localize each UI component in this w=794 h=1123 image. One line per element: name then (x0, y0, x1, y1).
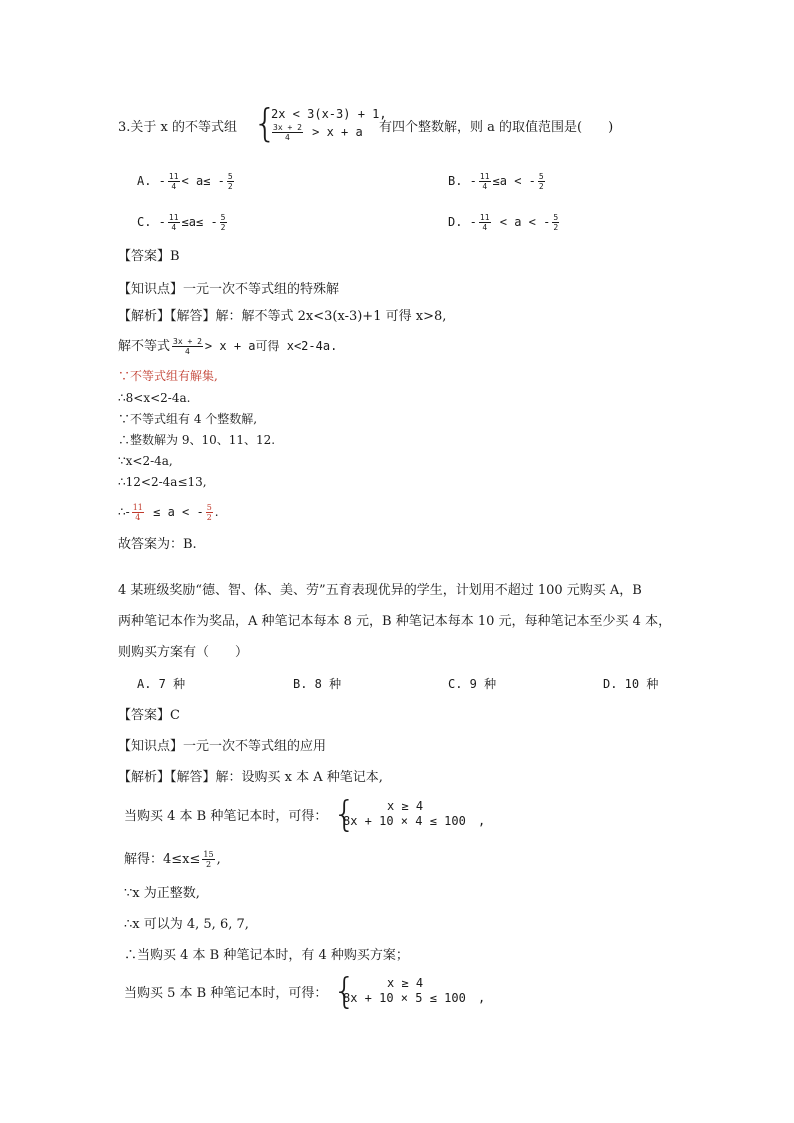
q3-step-5: ∵x<2-4a, (118, 454, 173, 468)
q4-step-integer: ∵x 为正整数, (124, 886, 200, 901)
q4-option-d[interactable]: D. 10 种 (603, 677, 659, 691)
q3-step-1: ∵不等式组有解集, (118, 369, 218, 383)
q4-option-c[interactable]: C. 9 种 (448, 677, 497, 691)
q4-stem-line-3: 则购买方案有（ ） (118, 645, 249, 660)
q4-case-2-line-1: x ≥ 4 (387, 976, 424, 990)
q4-case-1-line-1: x ≥ 4 (387, 799, 424, 813)
q4-step-plans: ∴当购买 4 本 B 种笔记本时，有 4 种购买方案； (124, 948, 409, 963)
q3-answer: 【答案】B (118, 249, 180, 264)
q3-inequality-2: $\frac{3x + 2}{4}$ > x + a (273, 123, 363, 142)
q4-case-1-prefix: 当购买 4 本 B 种笔记本时，可得： (124, 809, 328, 824)
q3-fraction: $\frac{3x + 2}{4}$ (273, 123, 302, 142)
q4-case-2-line-2: 8x + 10 × 5 ≤ 100 (343, 991, 466, 1005)
q3-solution-line-2: 解不等式 $\frac{3x + 2}{4}$ > x + a可得 x<2-4a. (118, 337, 338, 356)
q3-suffix: 有四个整数解，则 a 的取值范围是( ) (379, 120, 614, 135)
q4-answer: 【答案】C (118, 708, 180, 723)
q3-option-b[interactable]: B. - $\frac{11}{4}$ ≤a < - $\frac{5}{2}$ (448, 172, 544, 191)
q3-inequality-1: 2x < 3(x-3) + 1, (271, 107, 387, 121)
q4-knowledge-point: 【知识点】一元一次不等式组的应用 (118, 739, 327, 754)
q3-conclusion: 故答案为：B. (118, 537, 197, 552)
q4-option-a[interactable]: A. 7 种 (137, 677, 186, 691)
q4-case-2-brace: { (333, 971, 356, 1012)
q3-knowledge-point: 【知识点】一元一次不等式组的特殊解 (118, 282, 340, 297)
q4-option-b[interactable]: B. 8 种 (293, 677, 342, 691)
q3-brace: { (253, 101, 278, 145)
q4-solution-line-1: 【解析】【解答】解：设购买 x 本 A 种笔记本, (118, 770, 383, 785)
q3-option-d[interactable]: D. - $\frac{11}{4}$ < a < - $\frac{5}{2}$ (448, 213, 559, 232)
q3-prefix: 3.关于 x 的不等式组 (118, 120, 237, 135)
q4-case-2-prefix: 当购买 5 本 B 种笔记本时，可得： (124, 986, 328, 1001)
q4-case-2-end: , (478, 991, 486, 1005)
q4-case-1-brace: { (333, 794, 356, 835)
q4-stem-line-2: 两种笔记本作为奖品，A 种笔记本每本 8 元，B 种笔记本每本 10 元，每种笔记本至少买 4 本， (118, 614, 672, 629)
q4-stem-line-1: 4 某班级奖励“德、智、体、美、劳”五育表现优异的学生，计划用不超过 100 元购买 A，B (118, 583, 642, 598)
q3-step-4: ∴整数解为 9、10、11、12. (118, 433, 276, 447)
q4-case-1-end: , (478, 814, 486, 828)
q3-option-c[interactable]: C. - $\frac{11}{4}$ ≤a≤ - $\frac{5}{2}$ (137, 213, 226, 232)
q3-step-3: ∵不等式组有 4 个整数解, (118, 412, 258, 426)
q4-step-values: ∴x 可以为 4, 5, 6, 7, (124, 917, 249, 932)
q3-step-6: ∴12<2-4a≤13, (118, 475, 207, 489)
q3-final-range: ∴- $\frac{11}{4}$ ≤ a < - $\frac{5}{2}$ . (118, 503, 219, 522)
q3-step-2: ∴8<x<2-4a. (118, 391, 191, 405)
q3-option-a[interactable]: A. - $\frac{11}{4}$ < a≤ - $\frac{5}{2}$ (137, 172, 233, 191)
q4-solve-result: 解得：4≤x≤ $\frac{15}{2}$ , (124, 850, 221, 869)
q4-case-1-line-2: 8x + 10 × 4 ≤ 100 (343, 814, 466, 828)
q3-solution-line-1: 【解析】【解答】解：解不等式 2x<3(x-3)+1 可得 x>8, (118, 309, 447, 324)
